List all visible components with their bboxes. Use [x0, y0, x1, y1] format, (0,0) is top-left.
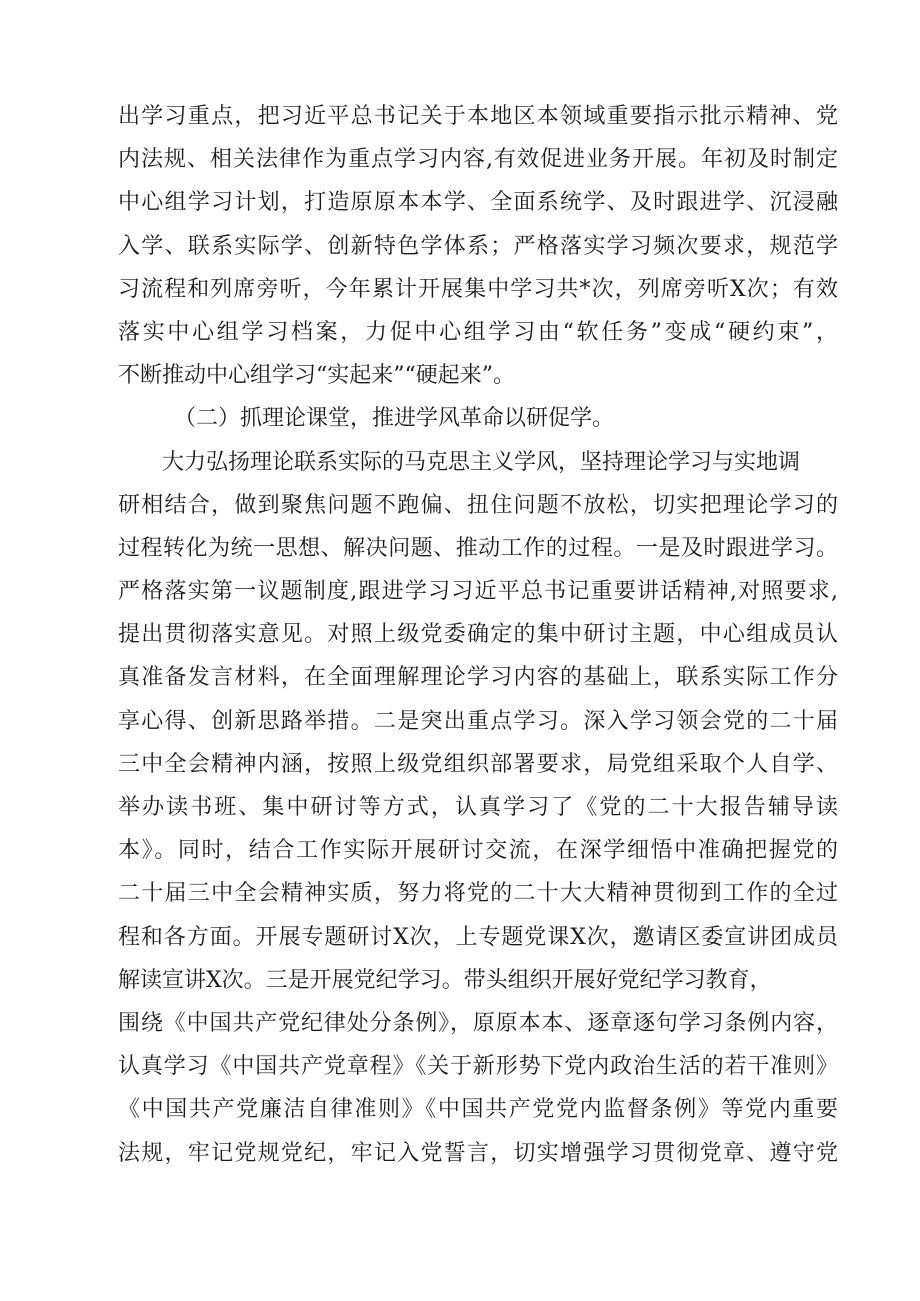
text-line: 过程转化为统一思想、解决问题、推动工作的过程。一是及时跟进学习。	[118, 535, 838, 561]
text-line: 落实中心组学习档案，力促中心组学习由“软任务”变成“硬约束”，	[118, 319, 838, 345]
text-line: 围绕《中国共产党纪律处分条例》，原原本本、逐章逐句学习条例内容，	[118, 1010, 838, 1036]
text-line: 程和各方面。开展专题研讨X次，上专题党课X次，邀请区委宣讲团成员	[118, 924, 838, 950]
text-line: 提出贯彻落实意见。对照上级党委确定的集中研讨主题，中心组成员认	[118, 622, 838, 648]
document-body	[118, 95, 838, 1175]
text-line: 大力弘扬理论联系实际的马克思主义学风，坚持理论学习与实地调	[162, 449, 801, 475]
text-line: 本》。同时，结合工作实际开展研讨交流，在深学细悟中准确把握党的	[118, 838, 838, 864]
text-line: 内法规、相关法律作为重点学习内容,有效促进业务开展。年初及时制定	[118, 147, 838, 173]
text-line: 二十届三中全会精神实质，努力将党的二十大大精神贯彻到工作的全过	[118, 881, 838, 907]
text-line: 法规，牢记党规党纪，牢记入党誓言，切实增强学习贯彻党章、遵守党	[118, 1140, 838, 1166]
text-line: 出学习重点，把习近平总书记关于本地区本领域重要指示批示精神、党	[118, 104, 838, 129]
text-line: 《中国共产党廉洁自律准则》《中国共产党党内监督条例》等党内重要	[118, 1097, 838, 1123]
text-line: 入学、联系实际学、创新特色学体系；严格落实学习频次要求，规范学	[118, 233, 838, 259]
text-line: 享心得、创新思路举措。二是突出重点学习。深入学习领会党的二十届	[118, 708, 838, 734]
text-line: 三中全会精神内涵，按照上级党组织部署要求，局党组采取个人自学、	[118, 751, 838, 777]
text-line: 解读宣讲X次。三是开展党纪学习。带头组织开展好党纪学习教育，	[118, 967, 772, 993]
text-line: 研相结合，做到聚焦问题不跑偏、扭住问题不放松，切实把理论学习的	[118, 492, 838, 518]
text-line: 习流程和列席旁听，今年累计开展集中学习共*次，列席旁听X次；有效	[118, 276, 838, 302]
text-line: 不断推动中心组学习“实起来”“硬起来”。	[118, 363, 515, 389]
text-line: 中心组学习计划，打造原原本本学、全面系统学、及时跟进学、沉浸融	[118, 190, 838, 216]
text-line: 真准备发言材料，在全面理解理论学习内容的基础上，联系实际工作分	[118, 665, 838, 691]
text-line: 认真学习《中国共产党章程》《关于新形势下党内政治生活的若干准则》	[118, 1054, 838, 1080]
section-heading: （二）抓理论课堂，推进学风革命以研促学。	[174, 406, 615, 432]
text-line: 严格落实第一议题制度,跟进学习习近平总书记重要讲话精神,对照要求,	[118, 579, 838, 605]
text-line: 举办读书班、集中研讨等方式，认真学习了《党的二十大报告辅导读	[118, 795, 838, 820]
